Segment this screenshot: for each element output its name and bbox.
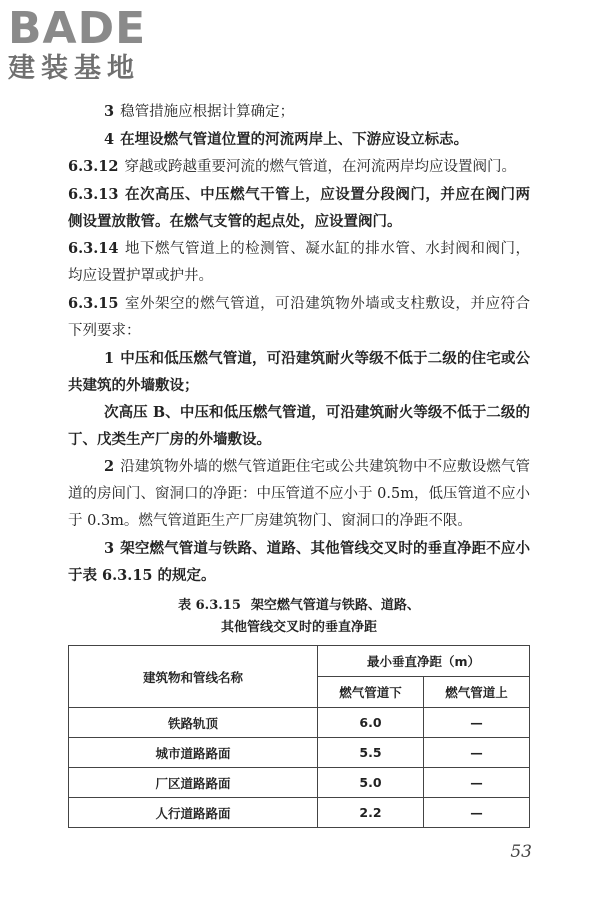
table-caption: 表 6.3.15 架空燃气管道与铁路、道路、 其他管线交叉时的垂直净距 [178, 598, 420, 635]
table-row: 厂区道路路面 5.0 — [69, 768, 530, 798]
clause-item: 2 沿建筑物外墙的燃气管道距住宅或公共建筑物中不应敷设燃气管道的房间门、窗洞口的净距：中压管道不应小于 0.5m，低压管道不应小于 0.3m。燃气管道距生产厂房建筑物门、窗洞口的净距不限。 [68, 458, 530, 529]
header-group: 最小垂直净距（m） [318, 646, 530, 677]
clearance-table [68, 645, 530, 828]
header-below: 燃气管道下 [318, 677, 424, 708]
clause-item: 3 稳管措施应根据计算确定； [104, 103, 295, 120]
clause-6-3-15: 6.3.15 室外架空的燃气管道，可沿建筑物外墙或支柱敷设，并应符合下列要求： [68, 295, 530, 339]
logo-subtitle: 建装基地 [8, 53, 140, 84]
clause-6-3-13: 6.3.13 在次高压、中压燃气干管上，应设置分段阀门，并应在阀门两侧设置放散管。在燃气支管的起点处，应设置阀门。 [68, 186, 530, 230]
clause-item: 3 架空燃气管道与铁路、道路、其他管线交叉时的垂直净距不应小于表 6.3.15 的规定。 [68, 540, 530, 584]
clause-item: 次高压 B、中压和低压燃气管道，可沿建筑耐火等级不低于二级的丁、戊类生产厂房的外墙敷设。 [68, 404, 530, 448]
logo-mark: BADE [8, 3, 147, 54]
page-number: 53 [510, 842, 532, 862]
table-row: 铁路轨顶 6.0 — [69, 708, 530, 738]
header-name: 建筑物和管线名称 [69, 646, 318, 708]
clause-6-3-12: 6.3.12 穿越或跨越重要河流的燃气管道，在河流两岸均应设置阀门。 [68, 158, 516, 175]
page-body [68, 98, 530, 639]
table-row: 人行道路路面 2.2 — [69, 798, 530, 828]
publisher-logo [8, 3, 147, 84]
header-above: 燃气管道上 [424, 677, 530, 708]
clause-item: 4 在埋设燃气管道位置的河流两岸上、下游应设立标志。 [104, 131, 469, 148]
table-row: 城市道路路面 5.5 — [69, 738, 530, 768]
clause-6-3-14: 6.3.14 地下燃气管道上的检测管、凝水缸的排水管、水封阀和阀门，均应设置护罩或护井。 [68, 240, 530, 284]
clause-item: 1 中压和低压燃气管道，可沿建筑耐火等级不低于二级的住宅或公共建筑的外墙敷设； [68, 350, 530, 394]
